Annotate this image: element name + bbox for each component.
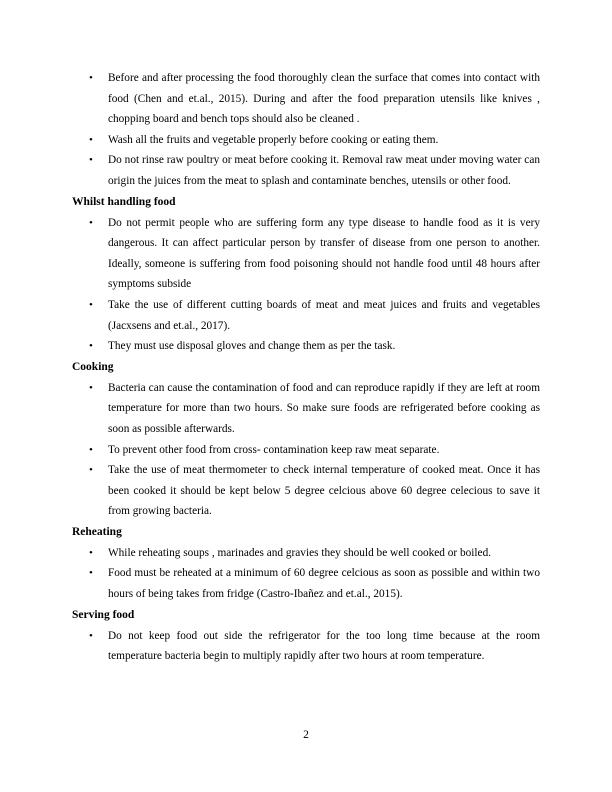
list-item-text: They must use disposal gloves and change them as per the task. <box>108 340 396 353</box>
bullet-icon: • <box>89 133 93 146</box>
list-item <box>72 460 540 522</box>
list-item <box>72 213 540 295</box>
list-item-text: Do not permit people who are suffering form any type disease to handle food as it is very dangerous. It can affect particular person by transfer of disease from one person to another. Ideally, someone is suffering from food poisoning should not handle food until 48 hours after symptoms subside <box>108 216 540 291</box>
list-item-text: Take the use of meat thermometer to check internal temperature of cooked meat. Once it has been cooked it should be kept below 5 degree celcious above 60 degree celecious to save it from growing bacteria. <box>108 464 540 518</box>
section-heading: Reheating <box>72 525 122 538</box>
section-bullet-list <box>72 378 540 522</box>
bullet-icon: • <box>89 629 93 642</box>
list-item-text: Before and after processing the food thoroughly clean the surface that comes into contact with food (Chen and et.al., 2015). During and after the food preparation utensils like knives , chopping board and bench tops should also be cleaned . <box>108 72 540 126</box>
bullet-icon: • <box>89 298 93 311</box>
list-item <box>72 295 540 336</box>
page-content <box>72 68 540 667</box>
section-heading: Cooking <box>72 360 114 373</box>
list-item <box>72 150 540 191</box>
section-whilst-handling-food <box>72 192 540 357</box>
section-bullet-list <box>72 543 540 605</box>
list-item-text: Take the use of different cutting boards of meat and meat juices and fruits and vegetables (Jacxsens and et.al., 2017). <box>108 298 540 332</box>
section-heading: Serving food <box>72 608 135 621</box>
list-item <box>72 626 540 667</box>
intro-bullet-list <box>72 68 540 192</box>
list-item <box>72 440 540 461</box>
list-item-text: Wash all the fruits and vegetable properly before cooking or eating them. <box>108 133 439 146</box>
list-item-text: While reheating soups , marinades and gravies they should be well cooked or boiled. <box>108 546 492 559</box>
list-item-text: Do not keep food out side the refrigerator for the too long time because at the room temperature bacteria begin to multiply rapidly after two hours at room temperature. <box>108 629 540 663</box>
list-item <box>72 543 540 564</box>
bullet-icon: • <box>89 546 93 559</box>
list-item-text: Do not rinse raw poultry or meat before cooking it. Removal raw meat under moving water can origin the juices from the meat to splash and contaminate benches, utensils or other food. <box>108 154 540 187</box>
list-item-text: Food must be reheated at a minimum of 60 degree celcious as soon as possible and within two hours of being takes from fridge (Castro-Ibañez and et.al., 2015). <box>108 567 540 601</box>
bullet-icon: • <box>89 381 93 394</box>
list-item <box>72 68 540 130</box>
bullet-icon: • <box>89 72 93 84</box>
bullet-icon: • <box>89 443 93 456</box>
list-item-text: Bacteria can cause the contamination of food and can reproduce rapidly if they are left at room temperature for more than two hours. So make sure foods are refrigerated before cooking as soon as possible afterwards. <box>108 381 540 435</box>
bullet-icon: • <box>89 154 93 167</box>
bullet-icon: • <box>89 464 93 477</box>
section-heading: Whilst handling food <box>72 195 176 208</box>
list-item <box>72 378 540 440</box>
list-item <box>72 130 540 151</box>
section-bullet-list <box>72 626 540 667</box>
section-reheating <box>72 522 540 605</box>
page-number: 2 <box>303 729 309 741</box>
bullet-icon: • <box>89 340 93 353</box>
list-item <box>72 563 540 604</box>
list-item <box>72 336 540 357</box>
list-item-text: To prevent other food from cross- contamination keep raw meat separate. <box>108 443 440 456</box>
section-bullet-list <box>72 213 540 357</box>
bullet-icon: • <box>89 567 93 580</box>
section-cooking <box>72 357 540 522</box>
section-serving-food <box>72 605 540 667</box>
bullet-icon: • <box>89 216 93 229</box>
